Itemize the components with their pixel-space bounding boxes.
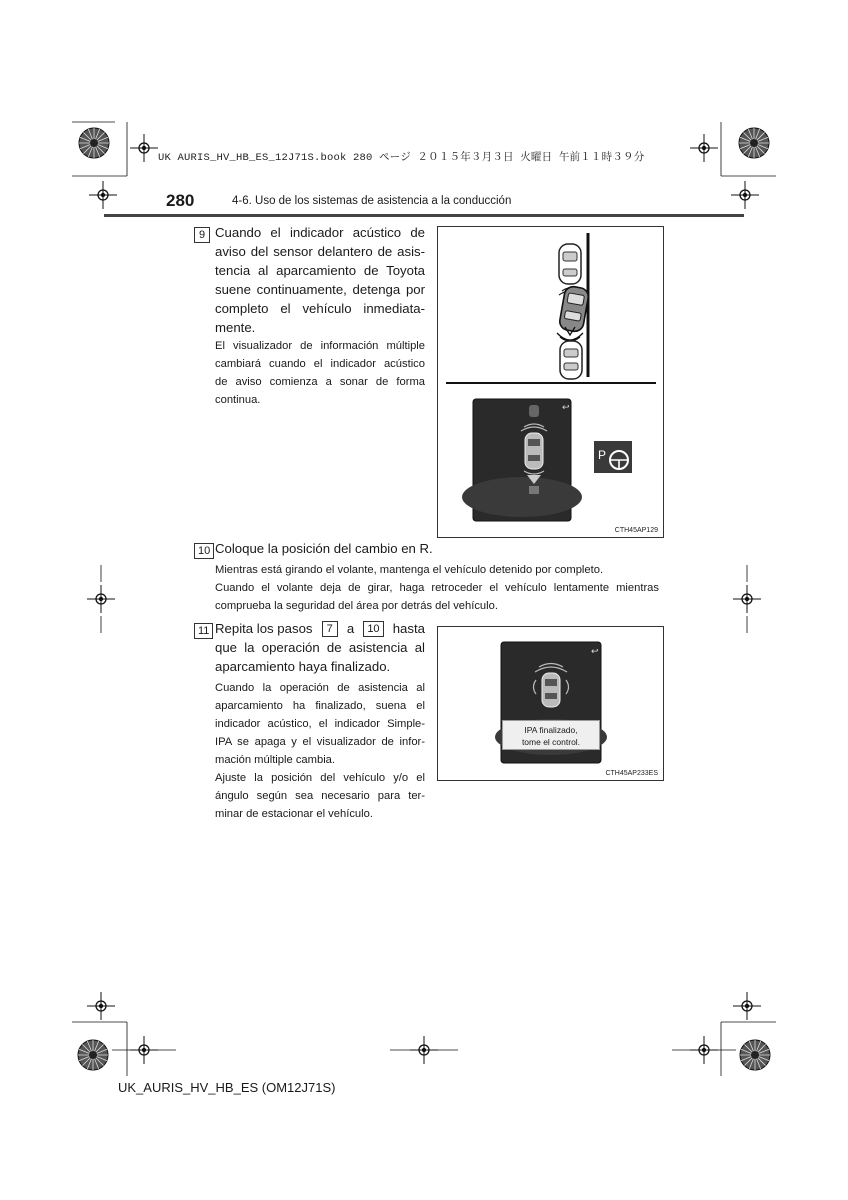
figure-code: CTH45AP129 [614,527,658,534]
header-rule [104,214,744,217]
registration-wheel-mark [739,128,769,158]
section-title: 4-6. Uso de los sistemas de asistencia a la conducción [232,195,512,207]
registration-crosshair-mark [87,992,115,1020]
registration-wheel-mark [79,128,109,158]
step-11-lead: Repita los pasos 7 a 10 hasta que la operación de asistencia al aparcamiento haya finalizado. [215,621,425,674]
registration-crosshair-mark [87,585,115,613]
registration-crosshair-mark [130,134,158,162]
print-file-header: UK AURIS_HV_HB_ES_12J71S.book 280 ページ ２０１５年３月３日 火曜日 午前１１時３９分 [158,152,645,164]
registration-crosshair-mark [89,181,117,209]
step-10-number: 10 [194,542,214,560]
svg-text:P: P [598,448,607,462]
figure-code: CTH45AP233ES [605,770,658,777]
step-9-note: El visualizador de información múltiple cambiará cuando el indicador acústico de aviso comienza a sonar de forma continua. [215,340,425,406]
registration-crosshair-mark [731,181,759,209]
registration-wheel-mark [78,1040,108,1070]
registration-crosshair-mark [733,585,761,613]
return-icon: ↩ [591,647,599,657]
parked-car-front-icon [559,244,581,284]
ipa-finished-display [438,627,663,780]
step-10-note: Mientras está girando el volante, mantenga el vehículo detenido por completo. Cuando el volante deja de girar, haga retroceder el vehículo lentamente mientras comprueba la seguridad del área por detrás del vehículo. [215,564,659,612]
registration-crosshair-mark [733,992,761,1020]
own-car-icon [542,673,560,707]
step-10-lead: Coloque la posición del cambio en R. [215,541,433,556]
ipa-finished-message: IPA finalizado, tome el control. [502,720,600,750]
model-code-footer: UK_AURIS_HV_HB_ES (OM12J71S) [118,1080,336,1095]
figure-parking-warning [437,226,664,538]
step-9-lead: Cuando el indicador acústico de aviso del sensor delantero de asis- tencia al aparcamiento de Toyota suene continuamente, detenga por completo el vehículo inmediata- mente. [215,225,425,335]
step-ref-10: 10 [363,621,383,637]
simple-ipa-indicator-icon [594,441,632,473]
step-11-number: 11 [194,622,213,640]
step-11-note: Cuando la operación de asistencia al aparcamiento ha finalizado, suena el indicador acústico, el indicador Simple- IPA se apaga y el visualizador de infor- mación múltiple cambia. Ajuste la posición del vehículo y/o el ángulo según sea necesario para ter- minar de estacionar el vehículo. [215,682,425,820]
parked-car-rear-icon [560,341,582,379]
step-9-number: 9 [194,226,210,244]
return-icon: ↩ [562,403,570,413]
registration-crosshair-mark [690,134,718,162]
figure-ipa-finished [437,626,664,781]
step-ref-7: 7 [322,621,338,637]
registration-wheel-mark [740,1040,770,1070]
parking-warning-illustration [438,227,663,537]
multi-information-display [462,399,582,521]
page-number: 280 [166,191,195,210]
